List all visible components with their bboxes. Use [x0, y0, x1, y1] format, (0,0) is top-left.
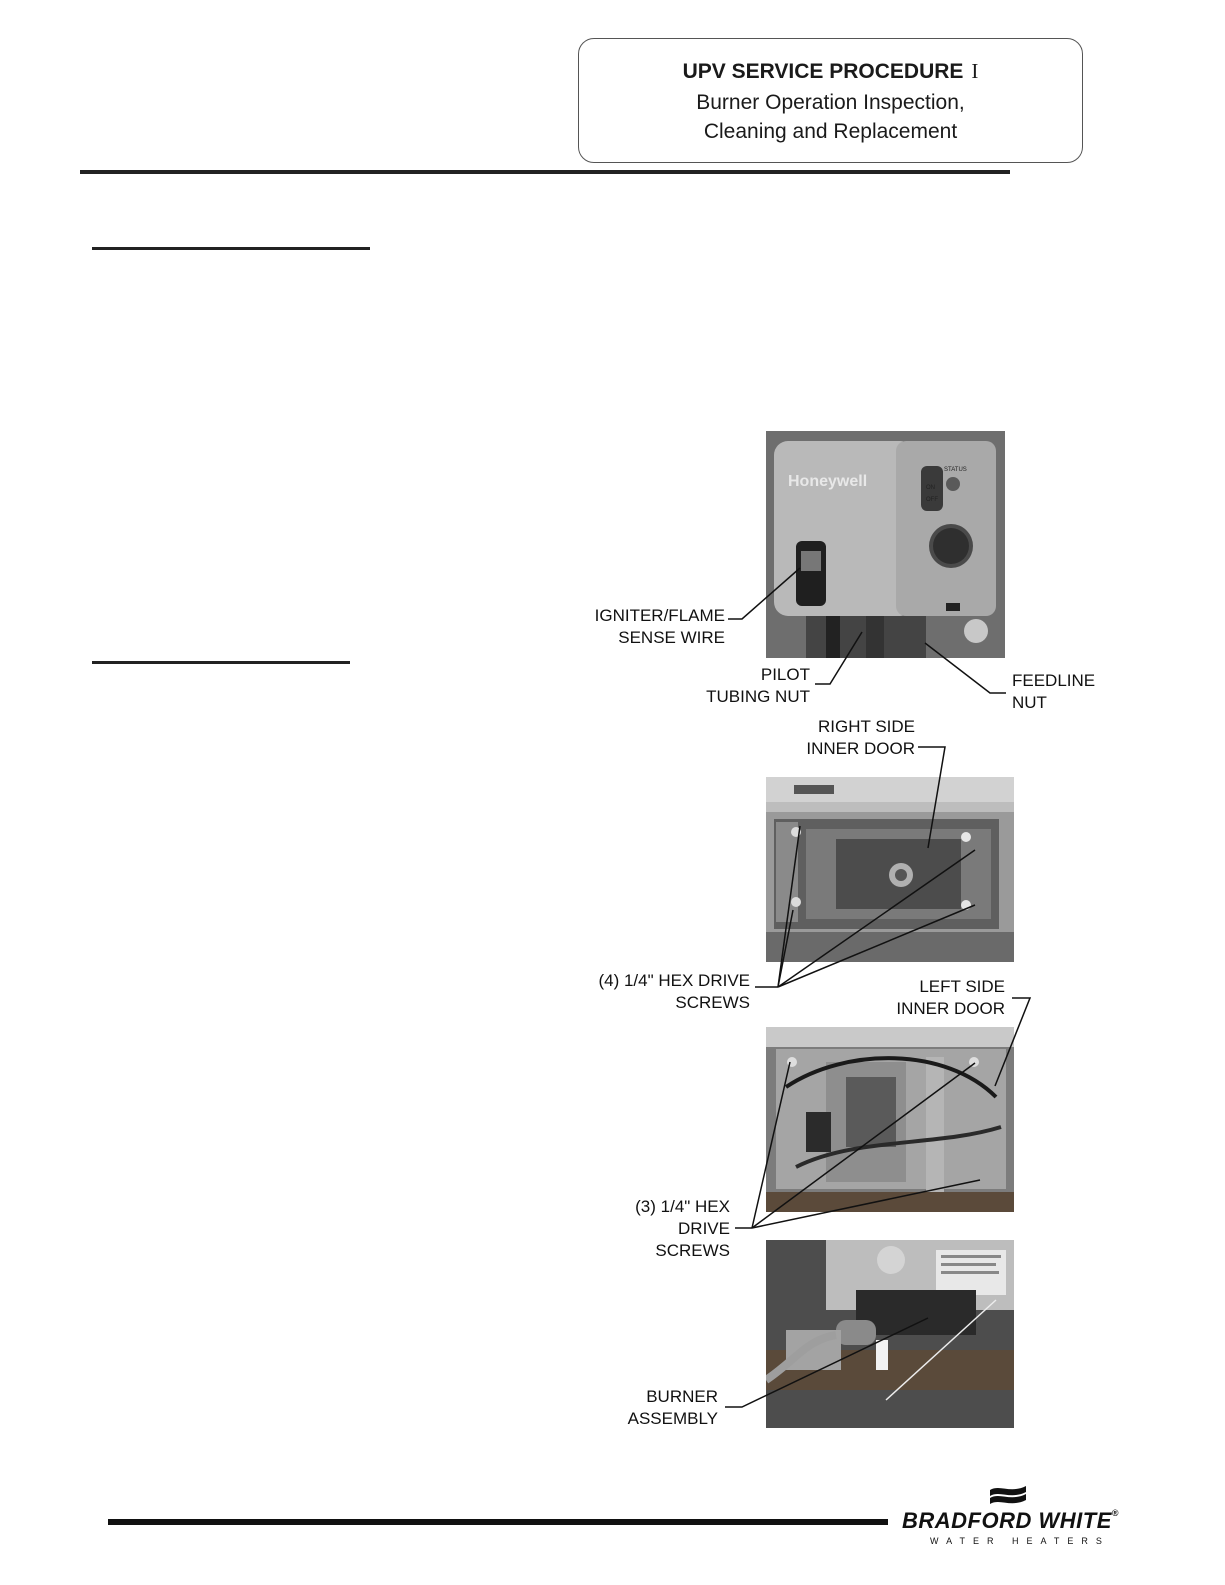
status-text: STATUS — [944, 467, 967, 473]
procedure-title — [579, 59, 1082, 84]
photo-gas-control-valve — [766, 431, 1005, 658]
label-four-hex-drive-screws: (4) 1/4" HEX DRIVE SCREWS — [598, 971, 750, 1012]
honeywell-logo-text: Honeywell — [788, 473, 868, 490]
label-burner-assembly: BURNER ASSEMBLY — [627, 1387, 718, 1428]
procedure-subtitle-line2: Cleaning and Replacement — [703, 120, 958, 143]
footer-rule — [108, 1519, 888, 1525]
procedure-title-text: UPV SERVICE PROCEDURE — [682, 60, 964, 83]
photo-burner-assembly — [766, 1240, 1014, 1428]
photo-left-inner-door — [766, 1027, 1014, 1212]
photo-right-inner-door — [766, 777, 1014, 962]
procedure-subtitle-line1: Burner Operation Inspection, — [696, 91, 965, 114]
header-box — [578, 38, 1083, 163]
label-igniter-flame-sense-wire: IGNITER/FLAME SENSE WIRE — [594, 606, 725, 647]
bradford-white-logo-text: BRADFORD WHITE® — [902, 1508, 1120, 1533]
section-heading-rule-1 — [92, 247, 370, 250]
label-right-side-inner-door: RIGHT SIDE INNER DOOR — [806, 717, 915, 758]
procedure-roman-numeral: I — [971, 59, 979, 83]
label-three-hex-drive-screws: (3) 1/4" HEX DRIVE SCREWS — [635, 1197, 730, 1260]
section-heading-rule-2 — [92, 661, 350, 664]
off-text: OFF — [926, 497, 938, 503]
on-text: ON — [926, 485, 935, 491]
water-heaters-logo-subtext: WATER HEATERS — [930, 1536, 1110, 1546]
label-feedline-nut: FEEDLINE NUT — [1012, 671, 1096, 712]
header-rule — [80, 170, 1010, 174]
label-left-side-inner-door: LEFT SIDE INNER DOOR — [896, 977, 1005, 1018]
label-pilot-tubing-nut: PILOT TUBING NUT — [706, 665, 810, 706]
